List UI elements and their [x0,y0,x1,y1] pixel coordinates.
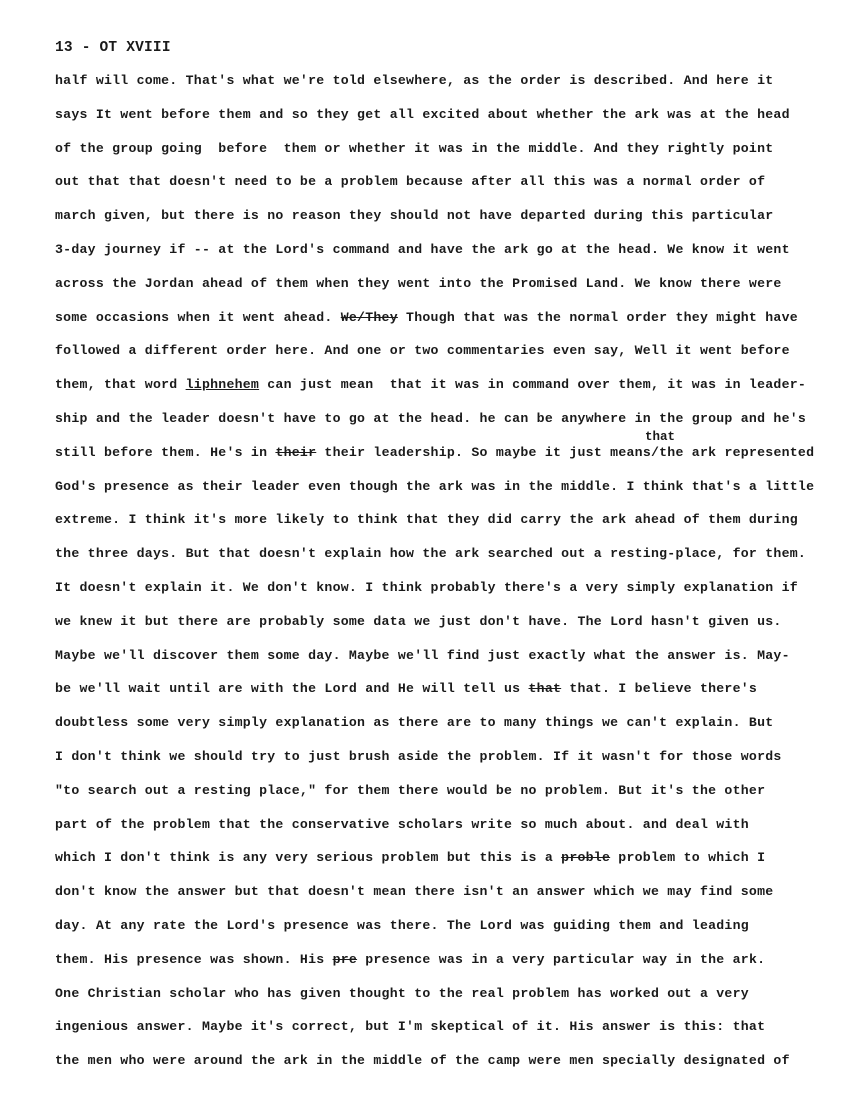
text-run: ingenious answer. Maybe it's correct, but I'm skeptical of it. His answer is this: that [55,1019,766,1035]
text-run: "to search out a resting place," for them there would be no problem. But it's the other [55,782,766,798]
text-run: problem to which I [610,850,766,866]
text-run: followed a different order here. And one or two commentaries even say, Well it went before [55,343,790,359]
underlined-word: liphnehem [185,377,260,393]
text-run: the three days. But that doesn't explain how the ark searched out a resting-place, for them. [55,546,807,562]
text-run: One Christian scholar who has given thought to the real problem has worked out a very [55,985,749,1001]
text-line [55,847,845,881]
text-run: God's presence as their leader even though the ark was in the middle. I think that's a little [55,478,815,494]
text-run: ship and the leader doesn't have to go at the head. he can be anywhere in the group and he's [55,410,807,426]
text-line [55,915,845,949]
text-run: presence was in a very particular way in the ark. [357,951,766,967]
text-line [55,746,845,780]
struck-out-text: that [528,681,562,697]
struck-out-text: We/They [340,309,398,325]
text-run: extreme. I think it's more likely to think that they did carry the ark ahead of them during [55,512,798,528]
text-run: march given, but there is no reason they should not have departed during this particular [55,208,774,224]
text-line [55,983,845,1017]
text-run: half will come. That's what we're told elsewhere, as the order is described. And here it [55,73,774,88]
text-line [55,239,845,273]
text-run: Maybe we'll discover them some day. Maybe we'll find just exactly what the answer is. May- [55,647,790,663]
text-line [55,780,845,814]
text-run: we knew it but there are probably some data we just don't have. The Lord hasn't given us. [55,613,782,629]
document-body [55,70,845,1084]
text-run: can just mean that it was in command over them, it was in leader- [259,377,807,393]
text-run: don't know the answer but that doesn't mean there isn't an answer which we may find some [55,884,774,900]
text-run: across the Jordan ahead of them when they went into the Promised Land. We know there were [55,275,782,291]
text-line [55,138,845,172]
text-line [55,70,845,104]
text-line [55,205,845,239]
text-line [55,171,845,205]
text-run: be we'll wait until are with the Lord and He will tell us [55,681,529,697]
text-run: them. His presence was shown. His [55,951,333,967]
text-line [55,273,845,307]
text-run: them, that word [55,377,186,393]
text-run: that. I believe there's [561,681,758,697]
text-run: says It went before them and so they get all excited about whether the ark was at the head [55,106,790,122]
struck-out-text: pre [332,951,358,967]
text-run: the men who were around the ark in the middle of the camp were men specially designated of [55,1053,790,1069]
struck-out-text: their [275,444,317,460]
text-line [55,104,845,138]
text-line [55,645,845,679]
text-run: day. At any rate the Lord's presence was there. The Lord was guiding them and leading [55,917,749,933]
text-line [55,1050,845,1084]
text-line [55,476,845,510]
text-run: some occasions when it went ahead. [55,309,341,325]
text-run: still before them. He's in [55,444,276,460]
text-line [55,442,845,476]
text-run: of the group going before them or whether it was in the middle. And they rightly point [55,140,774,156]
text-line [55,509,845,543]
struck-out-text: proble [561,850,611,866]
text-run: which I don't think is any very serious problem but this is a [55,850,562,866]
text-line [55,408,845,442]
text-run: their leadership. So maybe it just means/the ark represented [316,444,815,460]
text-run: I don't think we should try to just brush aside the problem. If it wasn't for those words [55,748,782,764]
text-line [55,881,845,915]
text-run: 3-day journey if -- at the Lord's command and have the ark go at the head. We know it went [55,241,790,257]
text-run: doubtless some very simply explanation as there are to many things we can't explain. But [55,715,774,731]
text-run: Though that was the normal order they might have [397,309,798,325]
text-line [55,949,845,983]
text-run: part of the problem that the conservative scholars write so much about. and deal with [55,816,749,832]
text-line [55,611,845,645]
text-line [55,307,845,341]
text-line [55,577,845,611]
text-run: It doesn't explain it. We don't know. I think probably there's a very simply explanation if [55,579,798,595]
text-line [55,374,845,408]
text-line [55,1016,845,1050]
text-line [55,678,845,712]
page-header: 13 - OT XVIII [55,40,171,56]
text-line [55,543,845,577]
text-run: out that that doesn't need to be a problem because after all this was a normal order of [55,174,766,190]
text-line [55,712,845,746]
text-line [55,340,845,374]
text-line [55,814,845,848]
handwritten-insertion: that [645,430,676,444]
